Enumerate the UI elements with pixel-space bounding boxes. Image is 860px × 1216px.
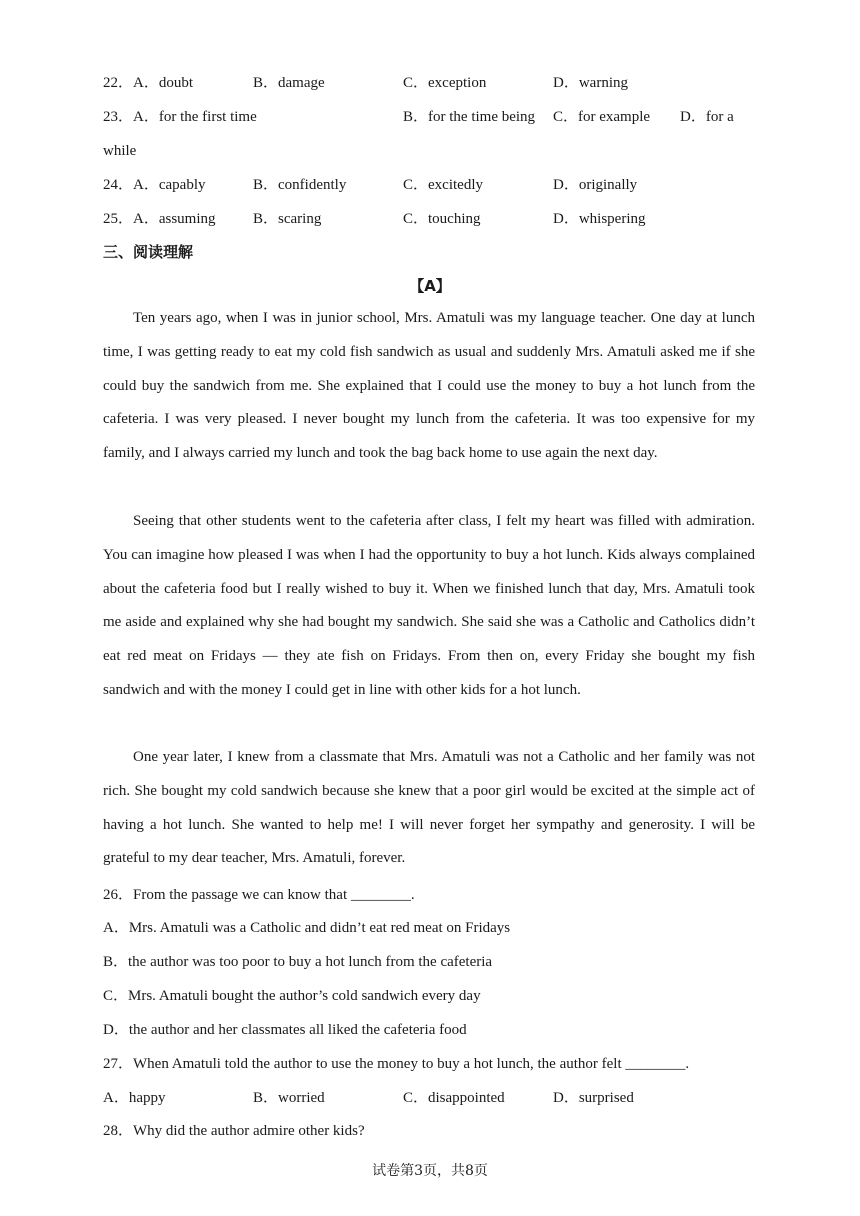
option-a: 24．A．capably: [103, 177, 206, 193]
section-title: 三、阅读理解: [103, 243, 194, 261]
question-26-option-d: D．the author and her classmates all liked the cafeteria food: [103, 1022, 467, 1038]
passage-label: 【A】: [409, 277, 451, 295]
option-c: C．disappointed: [403, 1090, 505, 1106]
question-28-stem: 28．Why did the author admire other kids?: [103, 1123, 365, 1139]
option-a: 22．A．doubt: [103, 75, 194, 91]
option-d: D．surprised: [553, 1090, 634, 1106]
question-26-option-c: C．Mrs. Amatuli bought the author’s cold sandwich every day: [103, 988, 481, 1004]
question-26-stem: 26．From the passage we can know that ________.: [103, 887, 415, 903]
option-c: C．touching: [403, 211, 481, 227]
option-d: D．whispering: [553, 211, 646, 227]
question-27-stem: 27．When Amatuli told the author to use the money to buy a hot lunch, the author felt ________.: [103, 1056, 690, 1072]
option-d-wrap: while: [103, 143, 137, 159]
option-b: B．for the time being: [403, 109, 536, 125]
passage-paragraph-1: Ten years ago, when I was in junior school, Mrs. Amatuli was my language teacher. One day at lunch time, I was getting ready to eat my cold fish sandwich as usual and suddenly Mrs. Amatuli asked me if she could buy the sandwich from me. She explained that I could use the money to buy a hot lunch from the cafeteria. I was very pleased. I never bought my lunch from the cafeteria. It was too expensive for my family, and I always carried my lunch and took the bag back home to use again the next day.: [103, 310, 755, 462]
option-a: A．happy: [103, 1090, 166, 1106]
question-26-option-b: B．the author was too poor to buy a hot lunch from the cafeteria: [103, 954, 493, 970]
question-26-option-a: A．Mrs. Amatuli was a Catholic and didn’t eat red meat on Fridays: [103, 920, 511, 936]
option-b: B．confidently: [253, 177, 347, 193]
option-b: B．worried: [253, 1090, 325, 1106]
option-c: C．excitedly: [403, 177, 483, 193]
option-c: C．exception: [403, 75, 487, 91]
option-d: D．for a: [680, 109, 734, 125]
option-a: 25．A．assuming: [103, 211, 216, 227]
option-d: D．originally: [553, 177, 638, 193]
option-b: B．scaring: [253, 211, 322, 227]
passage-paragraph-3: One year later, I knew from a classmate that Mrs. Amatuli was not a Catholic and her family was not rich. She bought my cold sandwich because she knew that a poor girl would be excited at the simple act of having a hot lunch. She wanted to help me! I will never forget her sympathy and generosity. I will be grateful to my dear teacher, Mrs. Amatuli, forever.: [103, 749, 755, 867]
passage-paragraph-2: Seeing that other students went to the cafeteria after class, I felt my heart was filled with admiration. You can imagine how pleased I was when I had the opportunity to buy a hot lunch. Kids always complained about the cafeteria food but I really wished to buy it. When we finished lunch that day, Mrs. Amatuli took me aside and explained why she had bought my sandwich. She said she was a Catholic and Catholics didn’t eat red meat on Fridays — they ate fish on Fridays. From then on, every Friday she bought my fish sandwich and with the money I could get in line with other kids for a hot lunch.: [103, 513, 755, 698]
option-d: D．warning: [553, 75, 628, 91]
option-b: B．damage: [253, 75, 325, 91]
option-a: 23．A．for the first time: [103, 109, 257, 125]
page-footer: 试卷第3页，共8页: [372, 1163, 488, 1179]
option-c: C．for example: [553, 109, 651, 125]
